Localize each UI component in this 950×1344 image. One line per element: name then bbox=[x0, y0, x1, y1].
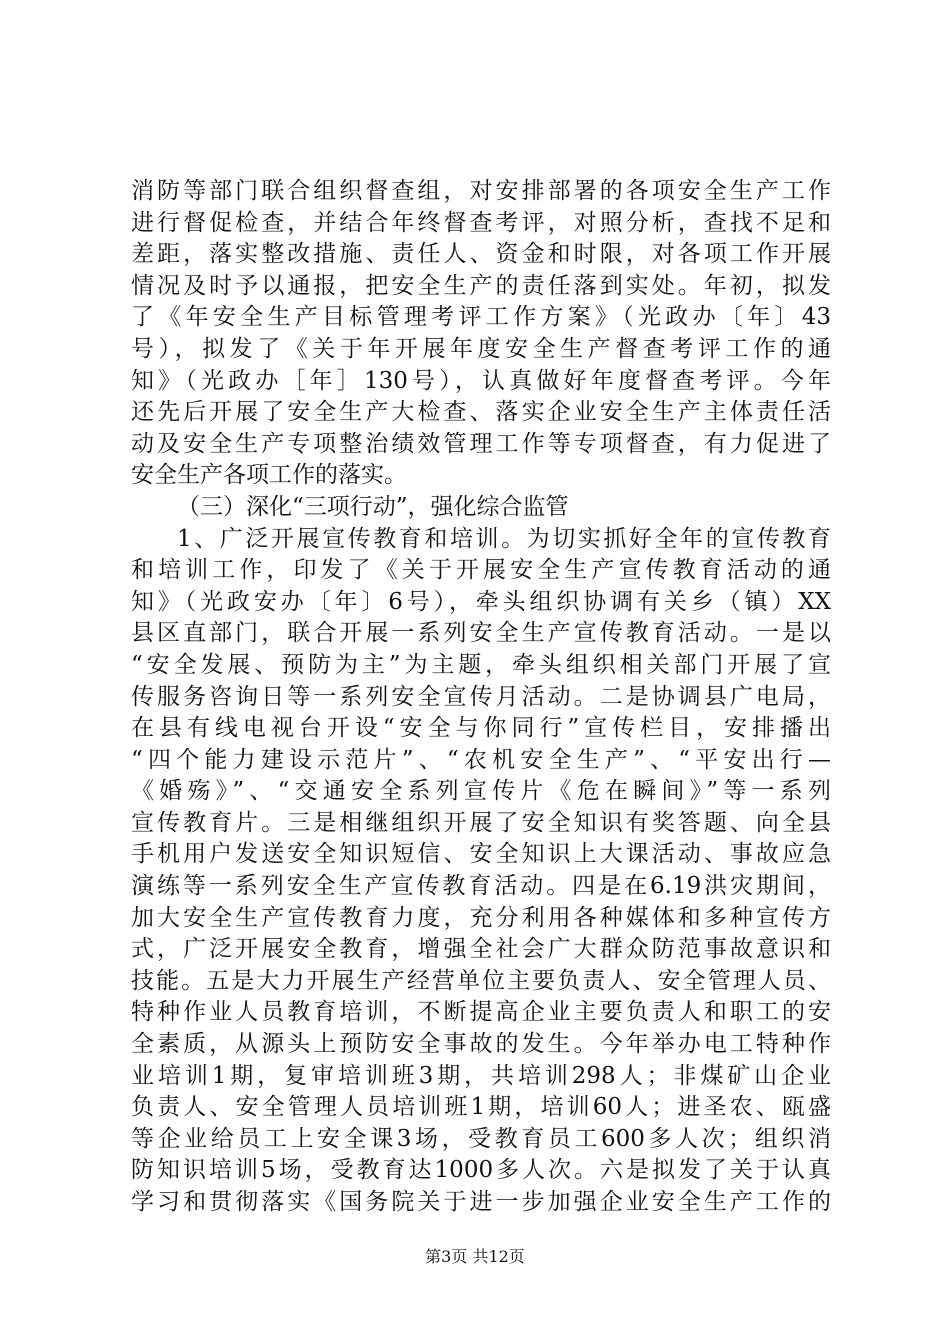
text-line: 传服务咨询日等一系列安全宣传月活动。二是协调县广电局， bbox=[131, 683, 831, 710]
text-line: 县区直部门，联合开展一系列安全生产宣传教育活动。一是以 bbox=[131, 620, 831, 647]
text-line: “安全发展、预防为主”为主题，牵头组织相关部门开展了宣 bbox=[131, 651, 831, 678]
text-line: 安全生产各项工作的落实。 bbox=[131, 462, 407, 489]
text-line: 知》（光政办［年］130号），认真做好年度督查考评。今年 bbox=[131, 367, 831, 394]
text-line: 式，广泛开展安全教育，增强全社会广大群众防范事故意识和 bbox=[131, 936, 831, 963]
text-line: 演练等一系列安全生产宣传教育活动。四是在6.19洪灾期间， bbox=[131, 873, 831, 900]
text-line: 消防等部门联合组织督查组，对安排部署的各项安全生产工作 bbox=[131, 178, 831, 204]
text-line: 等企业给员工上安全课3场，受教育员工600多人次；组织消 bbox=[131, 1125, 831, 1152]
text-line: 知》（光政安办〔年〕6号），牵头组织协调有关乡（镇）XX bbox=[131, 588, 831, 615]
text-line: 宣传教育片。三是相继组织开展了安全知识有奖答题、向全县 bbox=[131, 809, 831, 836]
text-line: 加大安全生产宣传教育力度，充分利用各种媒体和多种宣传方 bbox=[131, 904, 831, 931]
text-line: 了《年安全生产目标管理考评工作方案》（光政办〔年〕43 bbox=[131, 304, 831, 331]
text-line: 在县有线电视台开设“安全与你同行”宣传栏目，安排播出 bbox=[131, 715, 831, 742]
body-text bbox=[131, 176, 831, 1219]
text-line: 特种作业人员教育培训，不断提高企业主要负责人和职工的安 bbox=[131, 999, 831, 1026]
text-line: 动及安全生产专项整治绩效管理工作等专项督查，有力促进了 bbox=[131, 430, 831, 457]
text-line: 号），拟发了《关于年开展年度安全生产督查考评工作的通 bbox=[131, 335, 831, 362]
text-line: 差距，落实整改措施、责任人、资金和时限，对各项工作开展 bbox=[131, 241, 831, 268]
text-line: 情况及时予以通报，把安全生产的责任落到实处。年初，拟发 bbox=[131, 272, 831, 299]
text-line: 技能。五是大力开展生产经营单位主要负责人、安全管理人员、 bbox=[131, 967, 831, 994]
page-footer: 第3页 共12页 bbox=[425, 1247, 525, 1266]
text-line: 还先后开展了安全生产大检查、落实企业安全生产主体责任活 bbox=[131, 399, 831, 426]
text-line: 《婚殇》”、“交通安全系列宣传片《危在瞬间》”等一系列 bbox=[131, 778, 831, 805]
text-line: 业培训1期，复审培训班3期，共培训298人；非煤矿山企业 bbox=[131, 1062, 831, 1089]
text-line: 和培训工作，印发了《关于开展安全生产宣传教育活动的通 bbox=[131, 557, 831, 584]
text-line: “四个能力建设示范片”、“农机安全生产”、“平安出行— bbox=[131, 746, 831, 773]
text-line: 全素质，从源头上预防安全事故的发生。今年举办电工特种作 bbox=[131, 1031, 831, 1058]
section-heading: （三）深化“三项行动”，强化综合监管 bbox=[177, 493, 569, 520]
text-line: 防知识培训5场，受教育达1000多人次。六是拟发了关于认真 bbox=[131, 1157, 831, 1184]
text-line: 负责人、安全管理人员培训班1期，培训60人；进圣农、瓯盛 bbox=[131, 1094, 831, 1121]
text-line: 1、广泛开展宣传教育和培训。为切实抓好全年的宣传教育 bbox=[177, 525, 831, 552]
text-line: 手机用户发送安全知识短信、安全知识上大课活动、事故应急 bbox=[131, 841, 831, 868]
text-line: 进行督促检查，并结合年终督查考评，对照分析，查找不足和 bbox=[131, 209, 831, 236]
text-line: 学习和贯彻落实《国务院关于进一步加强企业安全生产工作的 bbox=[131, 1189, 831, 1215]
